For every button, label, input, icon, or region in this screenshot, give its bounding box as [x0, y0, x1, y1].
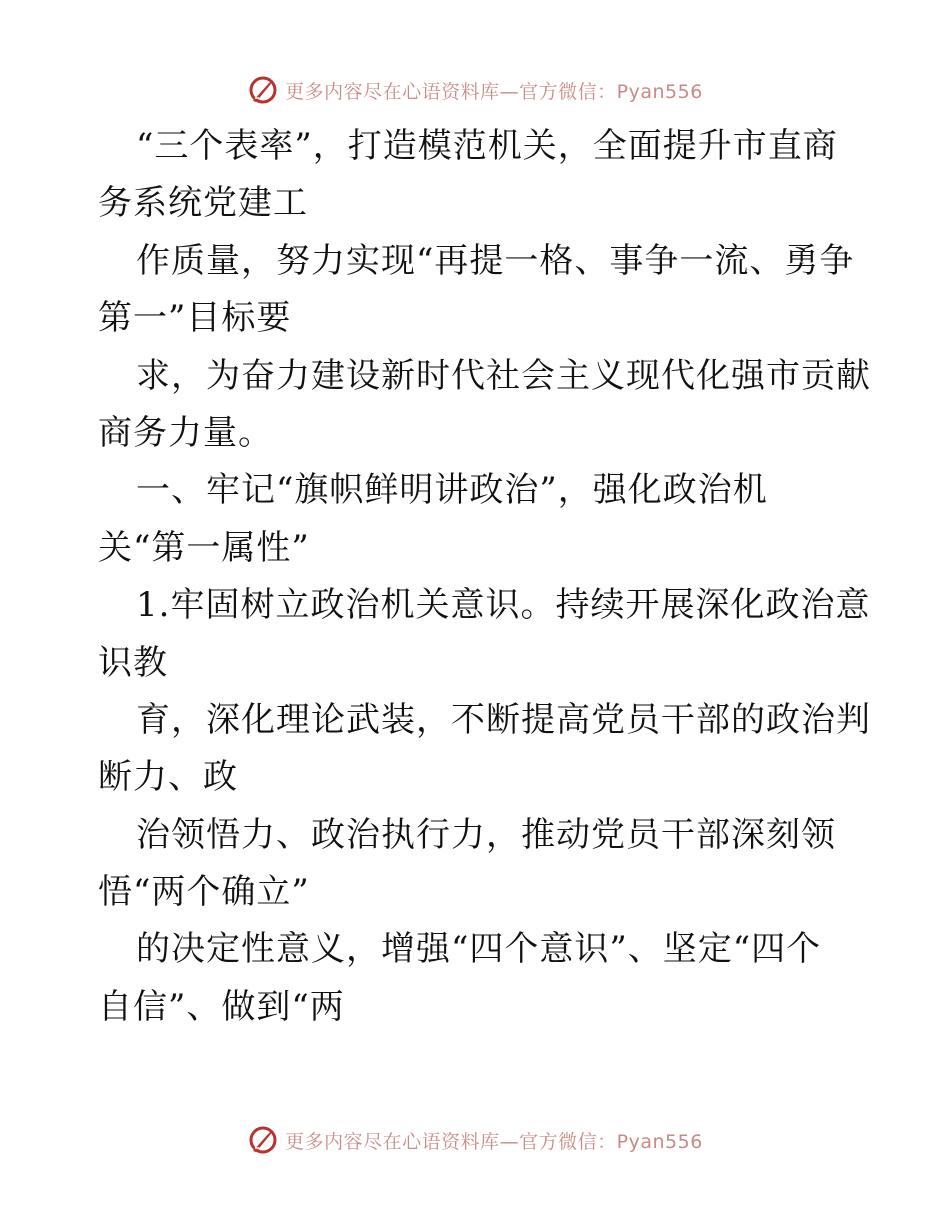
text-line: 治领悟力、政治执行力，推动党员干部深刻领 — [136, 814, 836, 855]
document-body — [98, 118, 871, 1036]
header-banner-text: 更多内容尽在心语资料库—官方微信：Pyan556 — [285, 80, 703, 103]
section-heading: 一、牢记“旗帜鲜明讲政治”，强化政治机 — [136, 470, 768, 511]
quill-logo-icon — [247, 1124, 279, 1156]
section-heading: 关“第一属性” — [98, 527, 310, 568]
text-line: 作质量，努力实现“再提一格、事争一流、勇争 — [136, 240, 855, 281]
text-line: 自信”、做到“两 — [98, 986, 345, 1027]
text-line: 第一”目标要 — [98, 298, 292, 339]
quill-logo-icon — [247, 74, 279, 106]
text-line: 1.牢固树立政治机关意识。持续开展深化政治意 — [136, 585, 871, 626]
text-line: 务系统党建工 — [98, 183, 308, 224]
text-line: 断力、政 — [98, 757, 238, 798]
text-line: 悟“两个确立” — [98, 872, 310, 913]
text-line: 识教 — [98, 642, 168, 683]
text-line: 的决定性意义，增强“四个意识”、坚定“四个 — [136, 929, 822, 970]
header-banner — [0, 70, 950, 110]
text-line: 求，为奋力建设新时代社会主义现代化强市贡献 — [136, 355, 871, 396]
footer-banner — [0, 1120, 950, 1160]
text-line: 商务力量。 — [98, 412, 273, 453]
text-line: 育，深化理论武装，不断提高党员干部的政治判 — [136, 699, 871, 740]
footer-banner-text: 更多内容尽在心语资料库—官方微信：Pyan556 — [285, 1130, 703, 1153]
text-line: “三个表率”，打造模范机关，全面提升市直商 — [136, 126, 838, 166]
